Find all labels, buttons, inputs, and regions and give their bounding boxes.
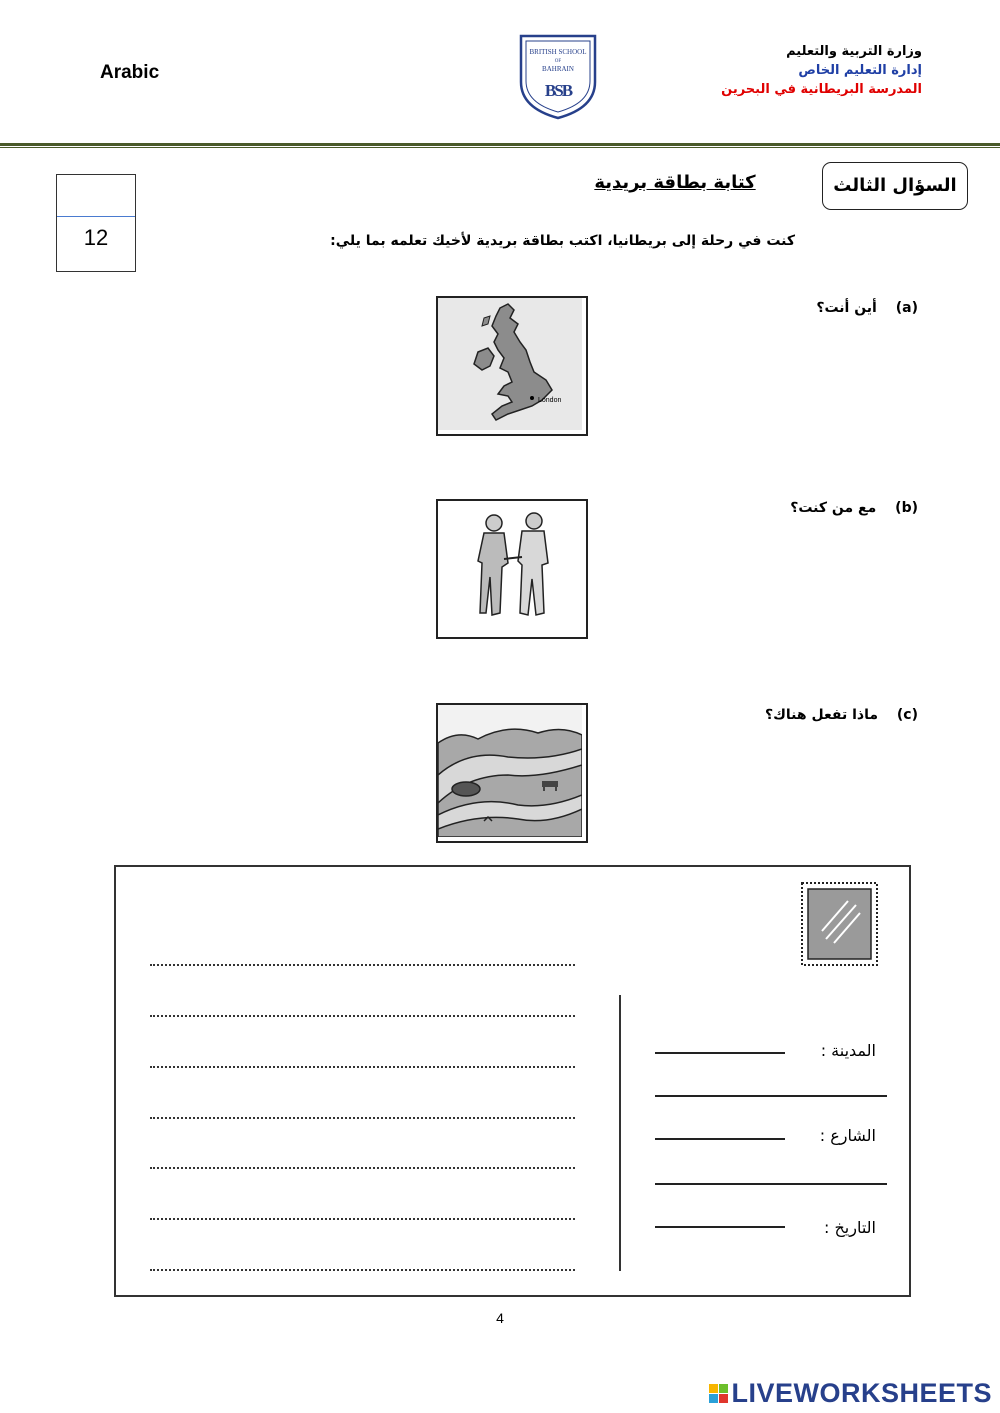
message-line-7[interactable] [150, 1269, 575, 1271]
header-rule [0, 143, 1000, 146]
item-letter: (c) [896, 707, 918, 723]
message-line-4[interactable] [150, 1117, 575, 1119]
message-line-3[interactable] [150, 1066, 575, 1068]
message-line-5[interactable] [150, 1167, 575, 1169]
score-box [56, 174, 136, 272]
ministry-line-2: إدارة التعليم الخاص [798, 63, 922, 78]
ministry-line-3: المدرسة البريطانية في البحرين [721, 82, 922, 97]
subject-label: Arabic [100, 62, 160, 83]
header-rule-thin [0, 147, 1000, 148]
map-caption: London [538, 397, 562, 404]
item-text: ماذا تفعل هناك؟ [764, 707, 878, 723]
score-total: 12 [83, 225, 109, 250]
brand-logo-icon [709, 1384, 728, 1403]
message-line-2[interactable] [150, 1015, 575, 1017]
item-letter: (b) [895, 500, 918, 516]
city-label: المدينة : [820, 1041, 876, 1060]
postcard-divider [619, 995, 621, 1271]
logo-place-text: BAHRAIN [542, 65, 574, 73]
score-divider [57, 216, 135, 217]
street-label: الشارع : [819, 1126, 876, 1145]
school-logo [515, 30, 601, 120]
question-item-c [765, 707, 918, 723]
park-landscape-icon [436, 703, 588, 843]
address-line-2[interactable] [655, 1183, 887, 1185]
logo-school-text: BRITISH SCHOOL [529, 48, 587, 56]
question-title: كتابة بطاقة بريدية [594, 172, 756, 193]
date-label: التاريخ : [823, 1218, 876, 1237]
page-number: 4 [496, 1310, 504, 1326]
logo-monogram: BSB [544, 81, 572, 100]
postcard [114, 865, 911, 1297]
ministry-line-1: وزارة التربية والتعليم [786, 44, 922, 59]
liveworksheets-brand [709, 1378, 992, 1409]
item-text: أين أنت؟ [816, 300, 877, 316]
city-field[interactable] [655, 1052, 785, 1054]
question-item-b [790, 500, 918, 516]
ministry-heading [721, 42, 922, 99]
question-instruction: كنت في رحلة إلى بريطانيا، اكتب بطاقة بريدية لأخيك تعلمه بما يلي: [330, 233, 795, 249]
message-line-6[interactable] [150, 1218, 575, 1220]
question-item-a [816, 300, 918, 316]
item-text: مع من كنت؟ [790, 500, 877, 516]
brand-text: LIVEWORKSHEETS [731, 1378, 992, 1408]
street-field[interactable] [655, 1138, 785, 1140]
item-letter: (a) [895, 300, 918, 316]
postage-stamp-icon [800, 881, 879, 967]
message-line-1[interactable] [150, 964, 575, 966]
uk-map-icon [436, 296, 588, 436]
address-line-1[interactable] [655, 1095, 887, 1097]
date-field[interactable] [655, 1226, 785, 1228]
logo-of-text: OF [554, 59, 562, 64]
two-friends-icon [436, 499, 588, 639]
question-label: السؤال الثالث [822, 162, 968, 210]
